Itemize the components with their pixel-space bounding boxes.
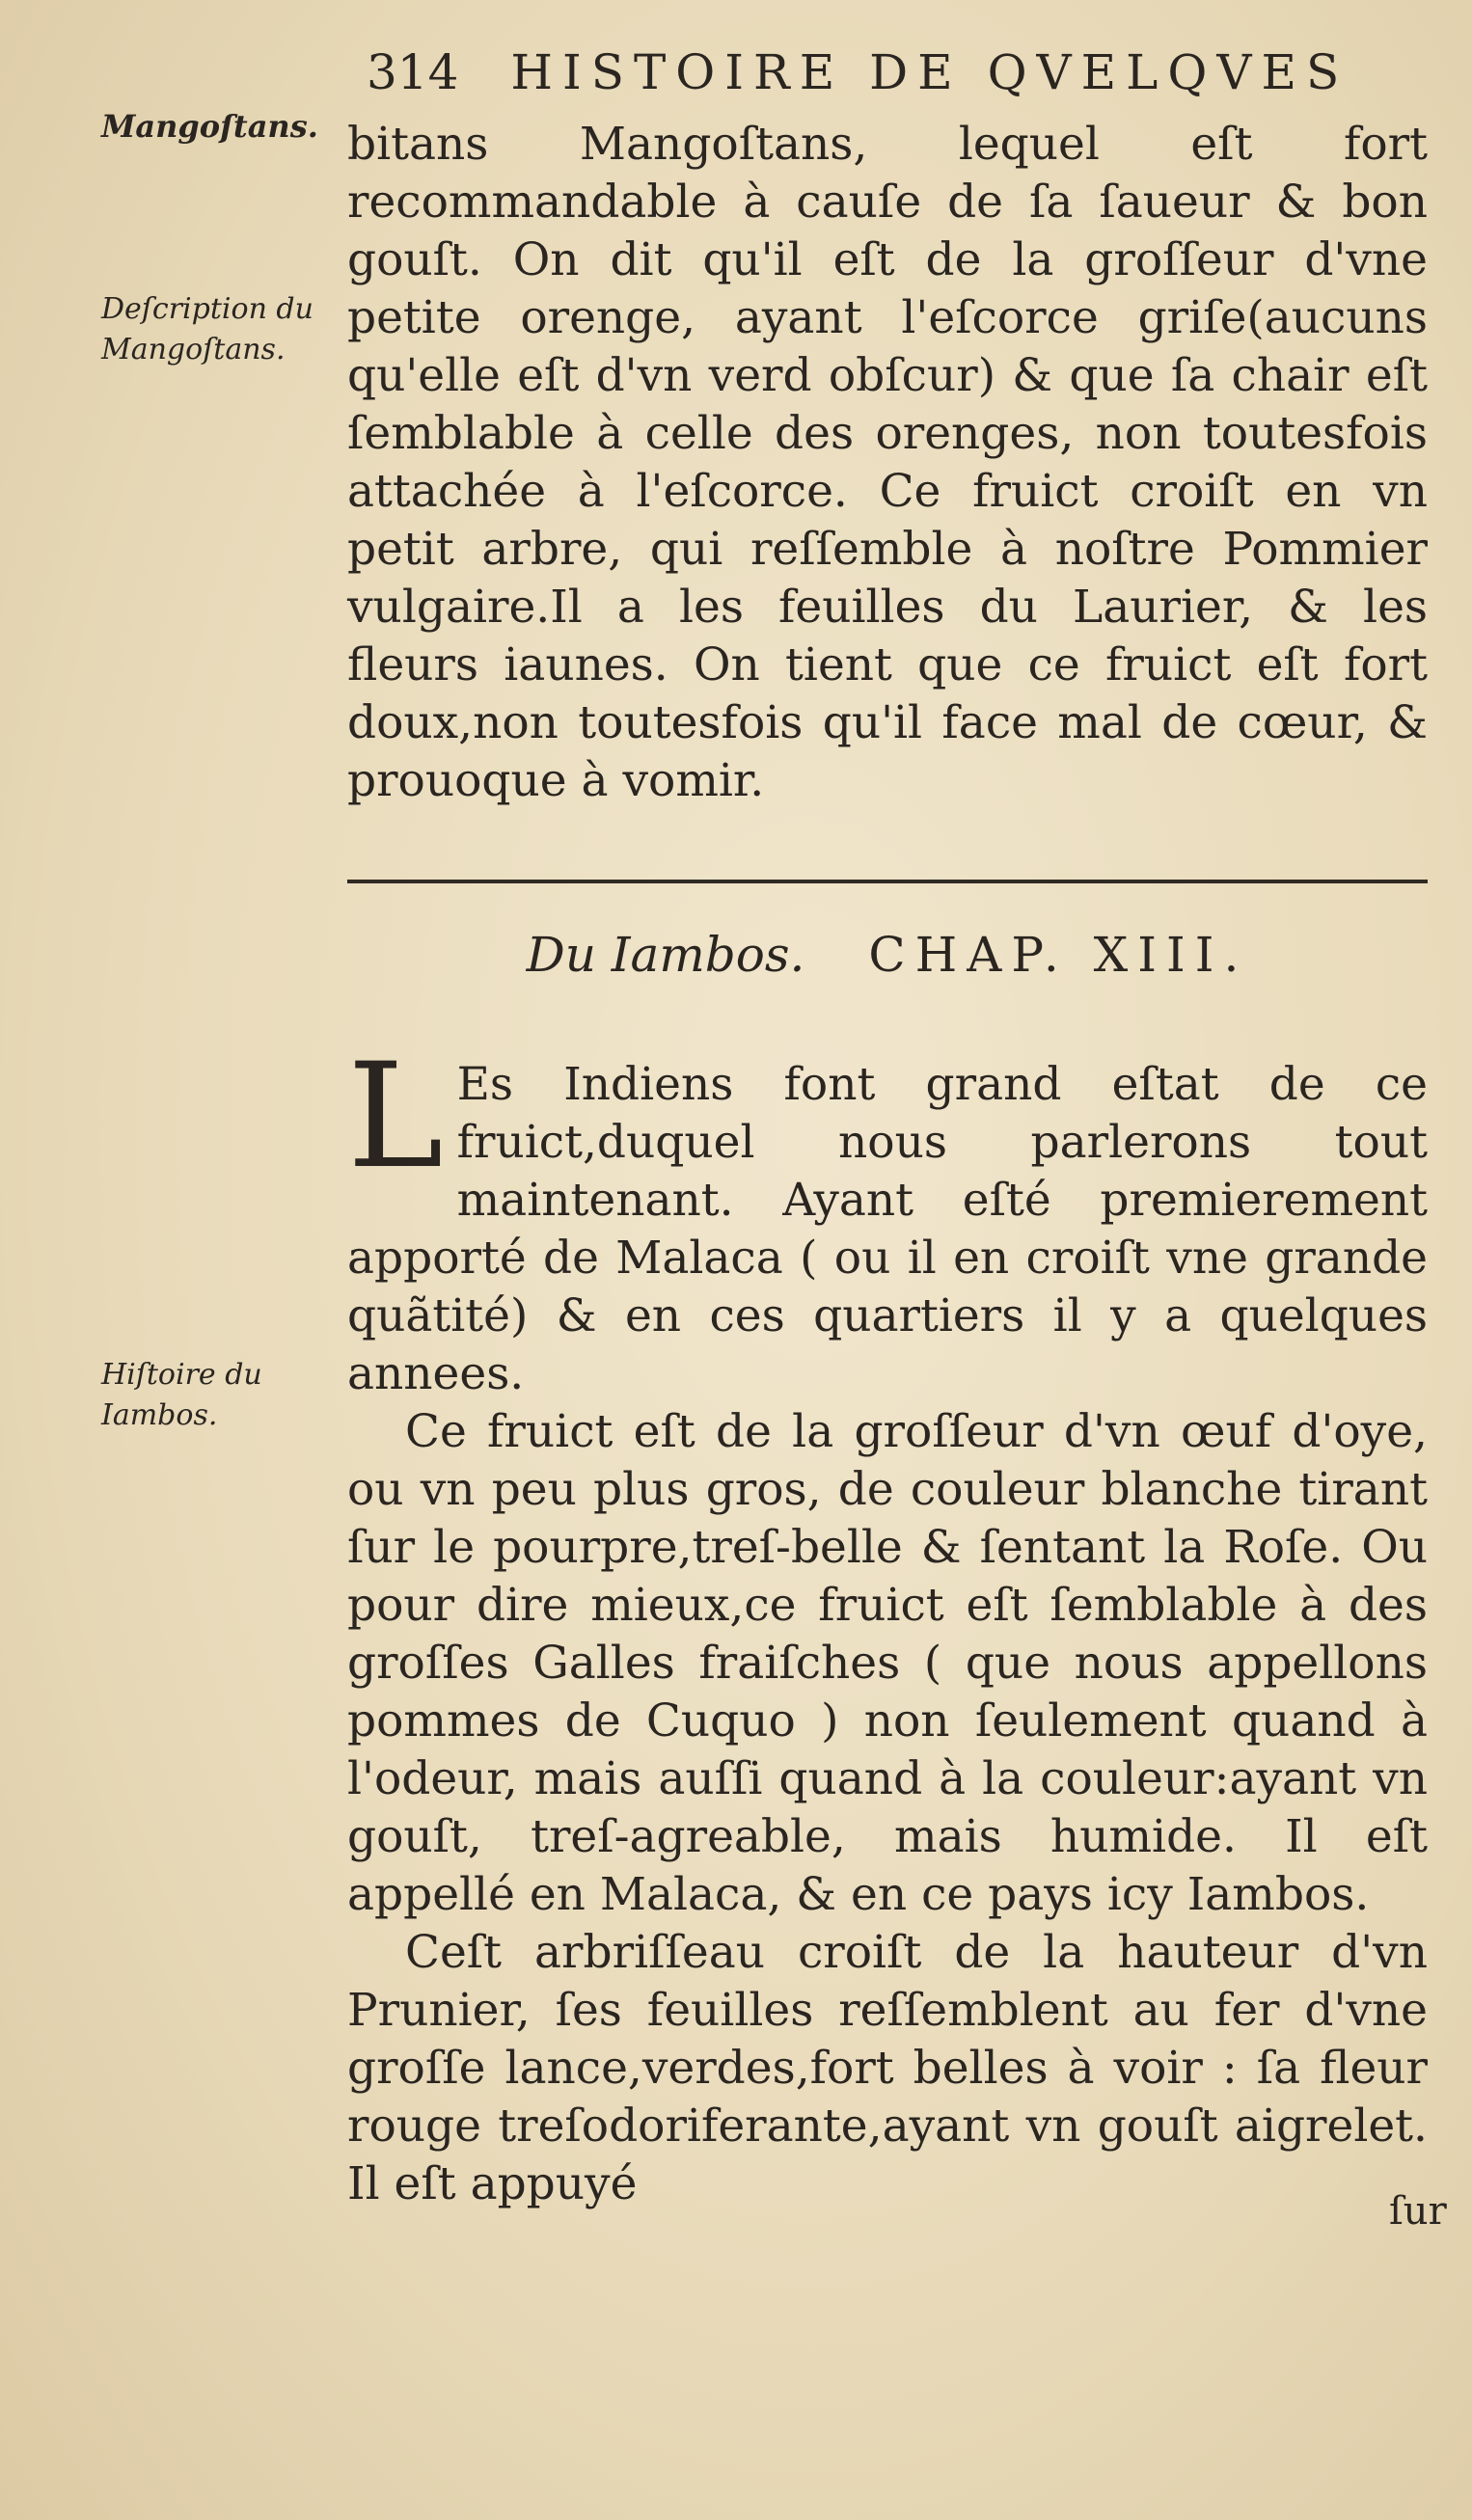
paragraph-iambos-description: Ce fruict eſt de la groſſeur d'vn œuf d'oye, ou vn peu plus gros, de couleur blanche tirant ſur le pourpre,treſ-belle & ſentant la Roſe. Ou pour dire mieux,ce fruict eſt ſemblable à des groſſes Galles fraiſches ( que nous appellons pommes de Cuquo ) non ſeulement quand à l'odeur, mais auſſi quand à la couleur:ayant vn gouſt, treſ-agreable, mais humide. Il eſt appellé en Malaca, & en ce pays icy Iambos.: [347, 1405, 1428, 1921]
catchword: ſur: [1389, 2189, 1447, 2234]
paragraph-mangostans: bitans Mangoſtans, lequel eſt fort recommandable à cauſe de ſa ſaueur & bon gouſt. On dit qu'il eſt de la groſſeur d'vne petite orenge, ayant l'eſcorce griſe(aucuns qu'elle eſt d'vn verd obſcur) & que ſa chair eſt ſemblable à celle des orenges, non toutesfois attachée à l'eſcorce. Ce fruict croiſt en vn petit arbre, qui reſſemble à noſtre Pommier vulgaire.Il a les feuilles du Laurier, & les fleurs iaunes. On tient que ce fruict eſt fort doux,non toutesfois qu'il face mal de cœur, & prouoque à vomir.: [347, 118, 1428, 807]
margin-note-description: Deſcription du Mangoſtans.: [101, 292, 313, 366]
running-header: [367, 34, 1408, 111]
margin-note-histoire-iambos: Hiſtoire du Iambos.: [101, 1358, 262, 1432]
paragraph-iambos-tree: Ceſt arbriſſeau croiſt de la hauteur d'vn Prunier, ſes feuilles reſſemblent au fer d'vne groſſe lance,verdes,fort belles à voir : ſa fleur rouge treſodoriferante,ayant vn gouſt aigrelet. Il eſt appuyé: [347, 1926, 1428, 2210]
text-block-iambos: [347, 1033, 1428, 2213]
margin-note-mangostans: Mangoſtans.: [101, 108, 318, 145]
paragraph-iambos-intro-text: Es Indiens font grand eſtat de ce fruict,duquel nous parlerons tout maintenant. Ayant eſté premierement apporté de Malaca ( ou il en croiſt vne grande quãtité) & en ces quartiers il y a quelques annees.: [347, 1058, 1428, 1400]
chapter-title: Du Iambos.: [526, 927, 805, 983]
running-title: HISTOIRE DE QVELQVES: [510, 44, 1349, 100]
section-divider: [347, 880, 1428, 883]
chapter-heading: [347, 921, 1428, 989]
page-number: 314: [367, 44, 459, 100]
chapter-label: CHAP. XIII.: [868, 927, 1249, 983]
drop-cap: L: [347, 1033, 444, 1201]
text-block-mangostans: [347, 116, 1428, 810]
paragraph-iambos-intro: [347, 1033, 1428, 1403]
